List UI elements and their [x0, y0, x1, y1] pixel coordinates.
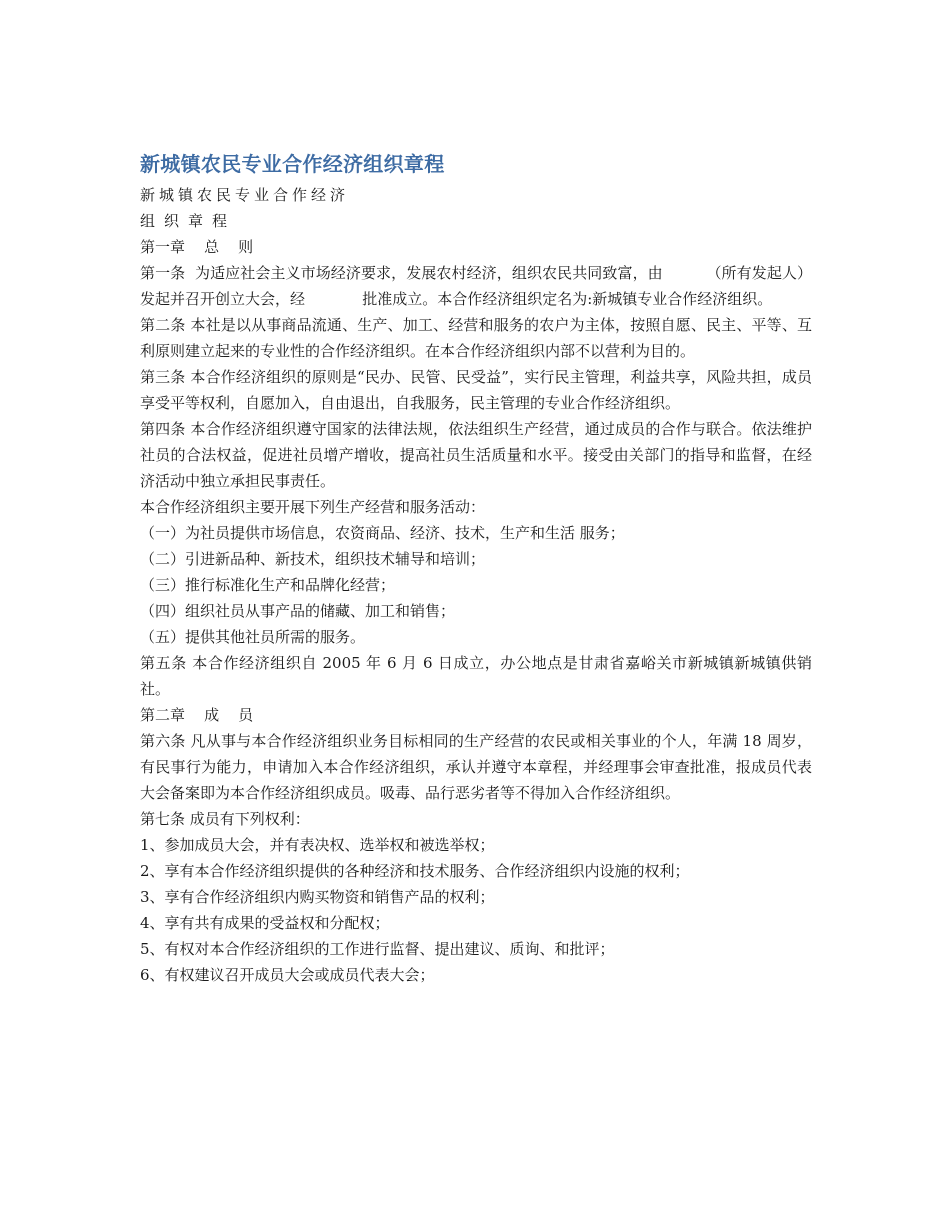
- article-4: 第四条 本合作经济组织遵守国家的法律法规，依法组织生产经营，通过成员的合作与联合。依法维护社员的合法权益，促进社员增产增收，提高社员生活质量和水平。接受由关部门的指导和监督，在经济活动中独立承担民事责任。: [140, 420, 812, 490]
- activity-item: （二）引进新品种、新技术，组织技术辅导和培训；: [140, 550, 486, 568]
- document-title: 新城镇农民专业合作经济组织章程: [140, 152, 445, 176]
- activity-item: （一）为社员提供市场信息，农资商品、经济、技术，生产和生活 服务；: [140, 524, 625, 542]
- rights-item: 3、享有合作经济组织内购买物资和销售产品的权利；: [140, 888, 495, 906]
- article-2: 第二条 本社是以从事商品流通、生产、加工、经营和服务的农户为主体，按照自愿、民主、平等、互利原则建立起来的专业性的合作经济组织。在本合作经济组织内部不以营利为目的。: [140, 316, 812, 360]
- subtitle-line-1: 新城镇农民专业合作经济: [140, 186, 350, 204]
- activity-item: （四）组织社员从事产品的储藏、加工和销售；: [140, 602, 456, 620]
- rights-item: 2、享有本合作经济组织提供的各种经济和技术服务、合作经济组织内设施的权利；: [140, 862, 690, 880]
- article-7: 第七条 成员有下列权利：: [140, 810, 310, 828]
- activity-item: （三）推行标准化生产和品牌化经营；: [140, 576, 396, 594]
- activities-intro: 本合作经济组织主要开展下列生产经营和服务活动：: [140, 498, 486, 516]
- rights-item: 4、享有共有成果的受益权和分配权；: [140, 914, 390, 932]
- article-3: 第三条 本合作经济组织的原则是“民办、民管、民受益”，实行民主管理，利益共享，风险共担，成员享受平等权利，自愿加入，自由退出，自我服务，民主管理的专业合作经济组织。: [140, 368, 812, 412]
- article-5: 第五条 本合作经济组织自 2005 年 6 月 6 日成立，办公地点是甘肃省嘉峪关市新城镇新城镇供销社。: [140, 654, 812, 698]
- activity-item: （五）提供其他社员所需的服务。: [140, 628, 366, 646]
- rights-item: 1、参加成员大会，并有表决权、选举权和被选举权；: [140, 836, 495, 854]
- rights-item: 6、有权建议召开成员大会或成员代表大会；: [140, 966, 435, 984]
- chapter-2-heading: 第二章 成 员: [140, 706, 254, 724]
- rights-item: 5、有权对本合作经济组织的工作进行监督、提出建议、质询、和批评；: [140, 940, 615, 958]
- article-6: 第六条 凡从事与本合作经济组织业务目标相同的生产经营的农民或相关事业的个人，年满 18 周岁，有民事行为能力，申请加入本合作经济组织，承认并遵守本章程，并经理事会审查批准，报成员代表大会备案即为本合作经济组织成员。吸毒、品行恶劣者等不得加入合作经济组织。: [140, 732, 812, 802]
- document-page: [140, 148, 812, 988]
- article-1: 第一条 为适应社会主义市场经济要求，发展农村经济，组织农民共同致富，由 （所有发起人）发起并召开创立大会，经 批准成立。本合作经济组织定名为:新城镇专业合作经济组织。: [140, 264, 812, 308]
- subtitle-line-2: 组织章程: [140, 212, 237, 230]
- chapter-1-heading: 第一章 总 则: [140, 238, 254, 256]
